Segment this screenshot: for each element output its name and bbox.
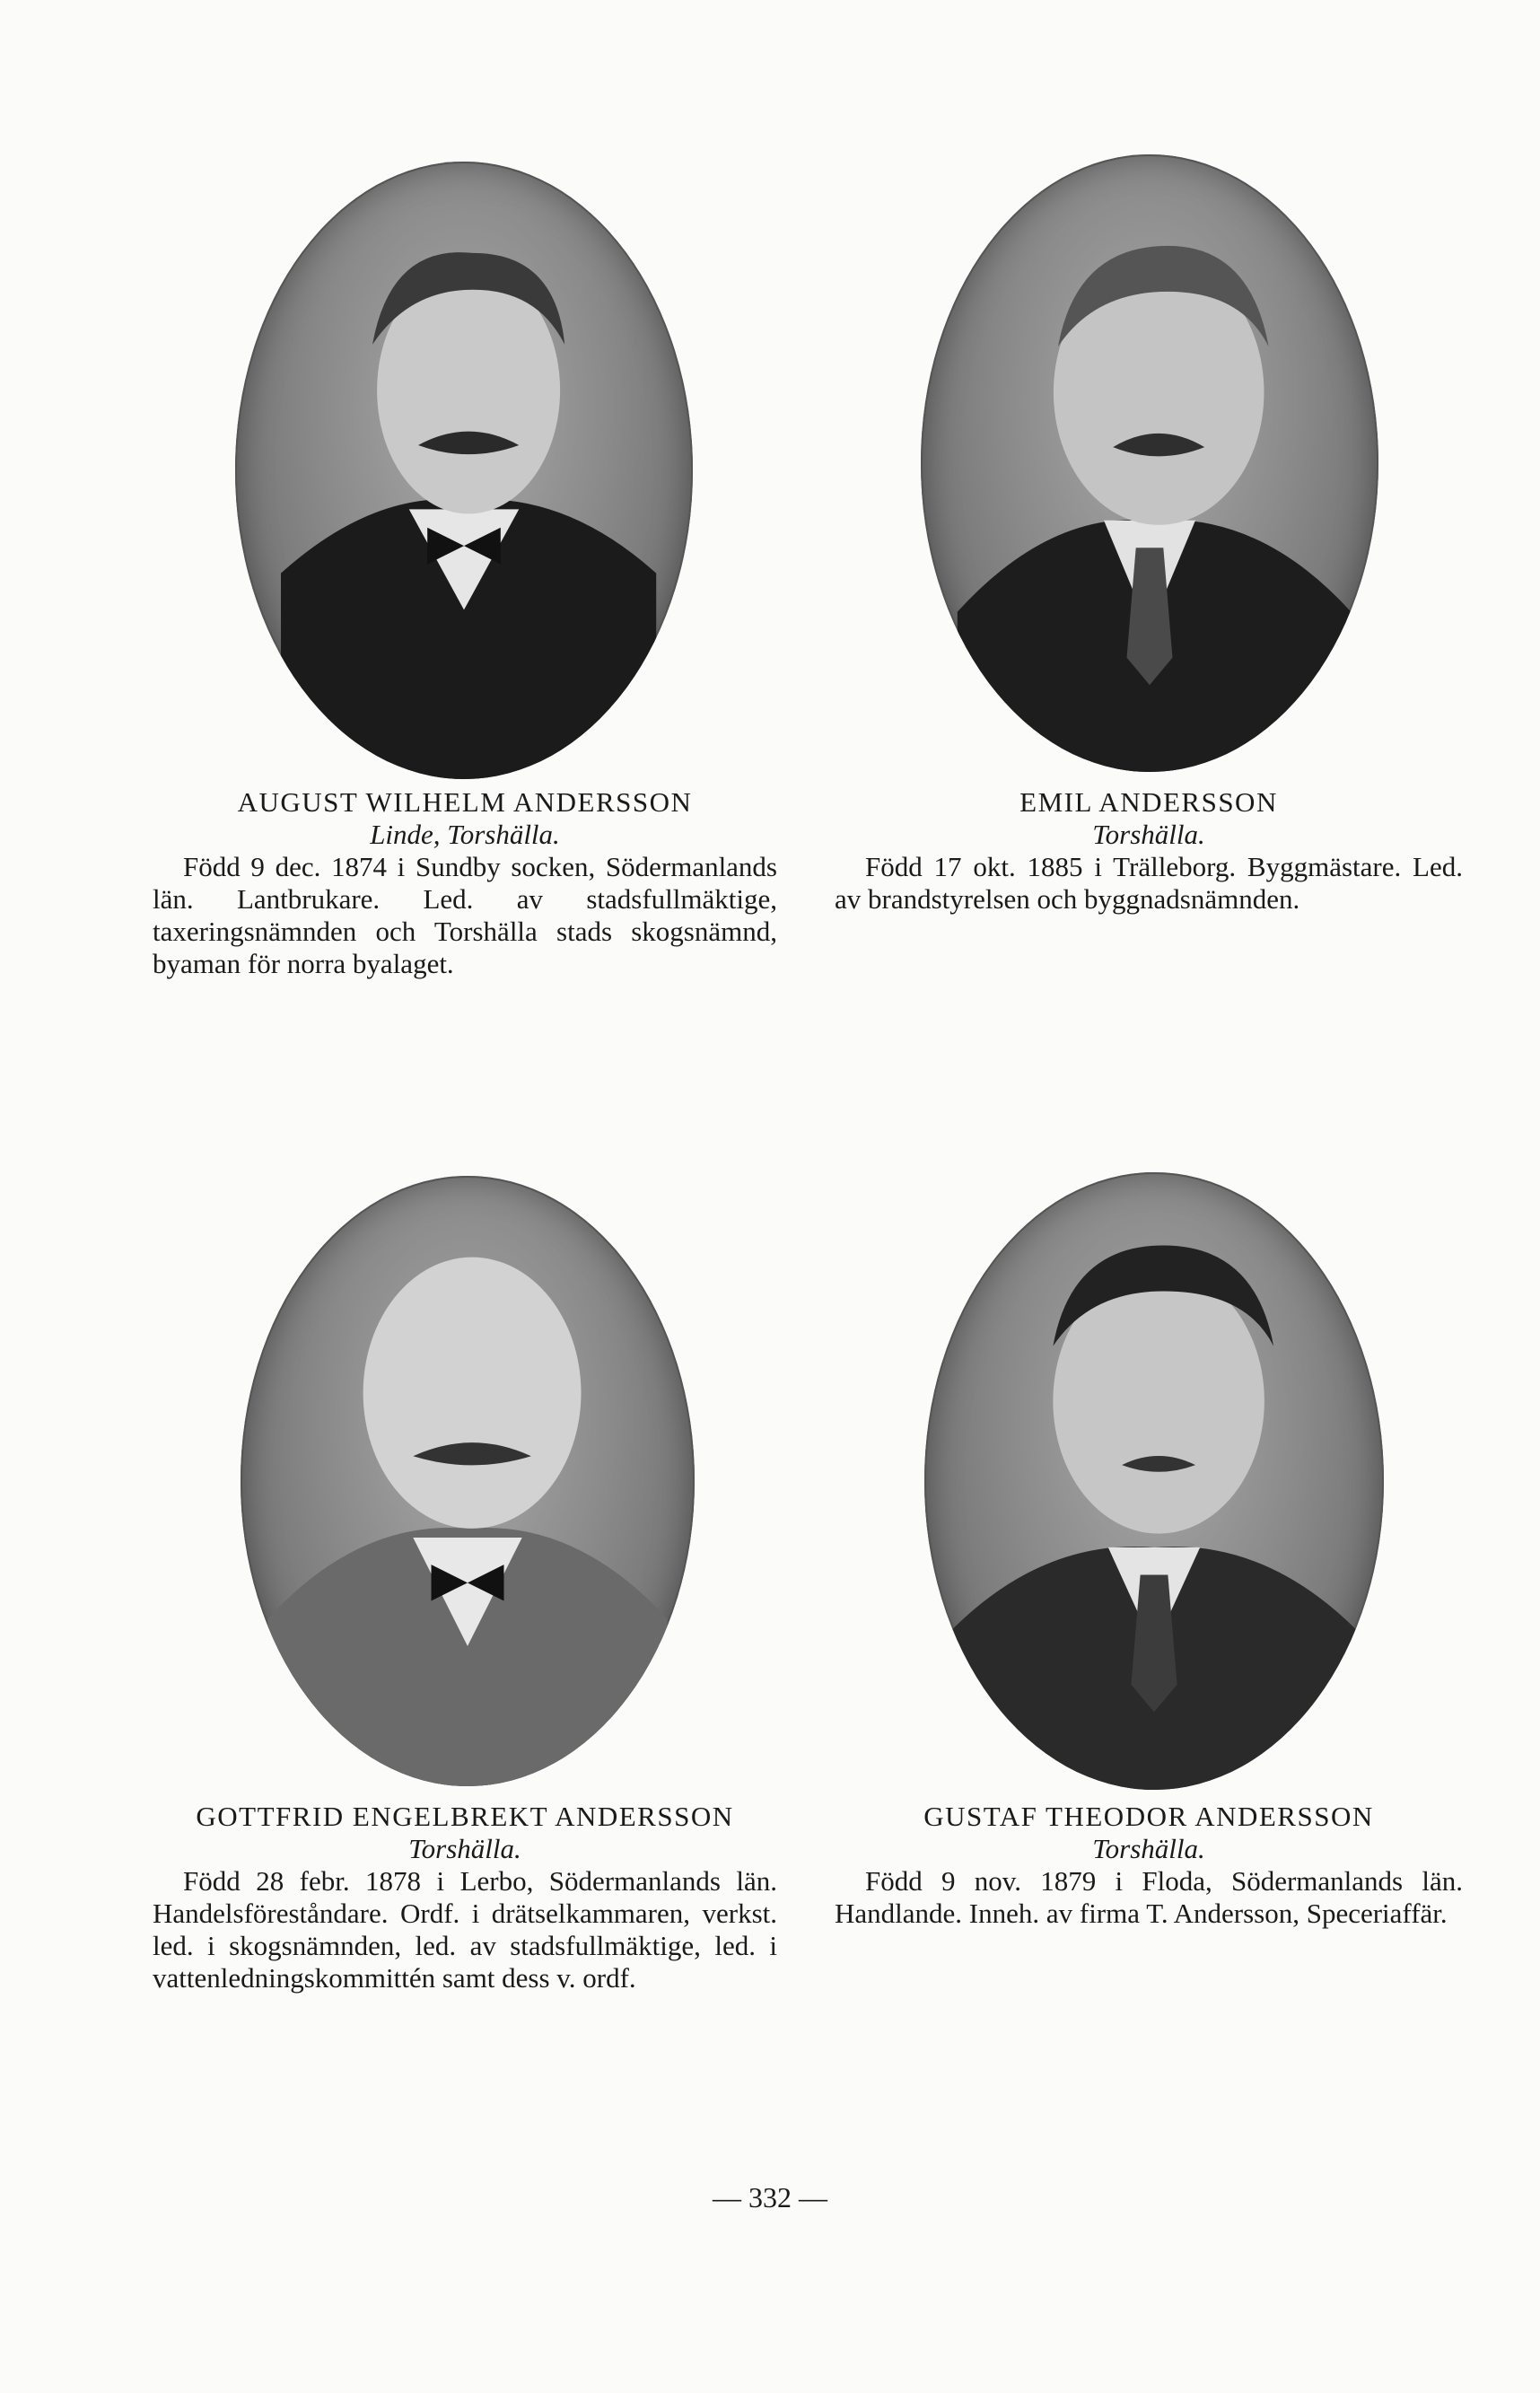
portrait-photo xyxy=(924,1172,1384,1790)
portrait-photo xyxy=(921,154,1378,772)
person-name: GOTTFRID ENGELBREKT ANDERSSON xyxy=(196,1801,734,1832)
person-place: Torshälla. xyxy=(408,1833,521,1864)
person-name: GUSTAF THEODOR ANDERSSON xyxy=(923,1801,1374,1832)
person-name: AUGUST WILHELM ANDERSSON xyxy=(237,786,693,818)
portrait-photo xyxy=(241,1176,695,1786)
person-bio: Född 9 dec. 1874 i Sundby socken, Södermanlands län. Lantbrukare. Led. av stadsfullmäktige, taxeringsnämnden och Torshälla stads skogsnämnd, byaman för norra byalaget. xyxy=(153,851,777,979)
person-bio: Född 28 febr. 1878 i Lerbo, Södermanlands län. Handelsföreståndare. Ordf. i drätselkammaren, verkst. led. i skogsnämnden, led. av stadsfullmäktige, led. i vattenledningskommittén samt dess v. ordf. xyxy=(153,1865,777,1994)
person-bio: Född 17 okt. 1885 i Trälleborg. Byggmästare. Led. av brandstyrelsen och byggnadsnämnden. xyxy=(835,851,1463,915)
person-bio: Född 9 nov. 1879 i Floda, Södermanlands län. Handlande. Inneh. av firma T. Andersson, Speceriaffär. xyxy=(835,1865,1463,1929)
person-place: Torshälla. xyxy=(1092,819,1205,850)
person-place: Linde, Torshälla. xyxy=(370,819,560,850)
page-number: — 332 — xyxy=(713,2181,827,2213)
person-name: EMIL ANDERSSON xyxy=(1019,786,1278,818)
person-place: Torshälla. xyxy=(1092,1833,1205,1864)
portrait-photo xyxy=(235,162,693,779)
